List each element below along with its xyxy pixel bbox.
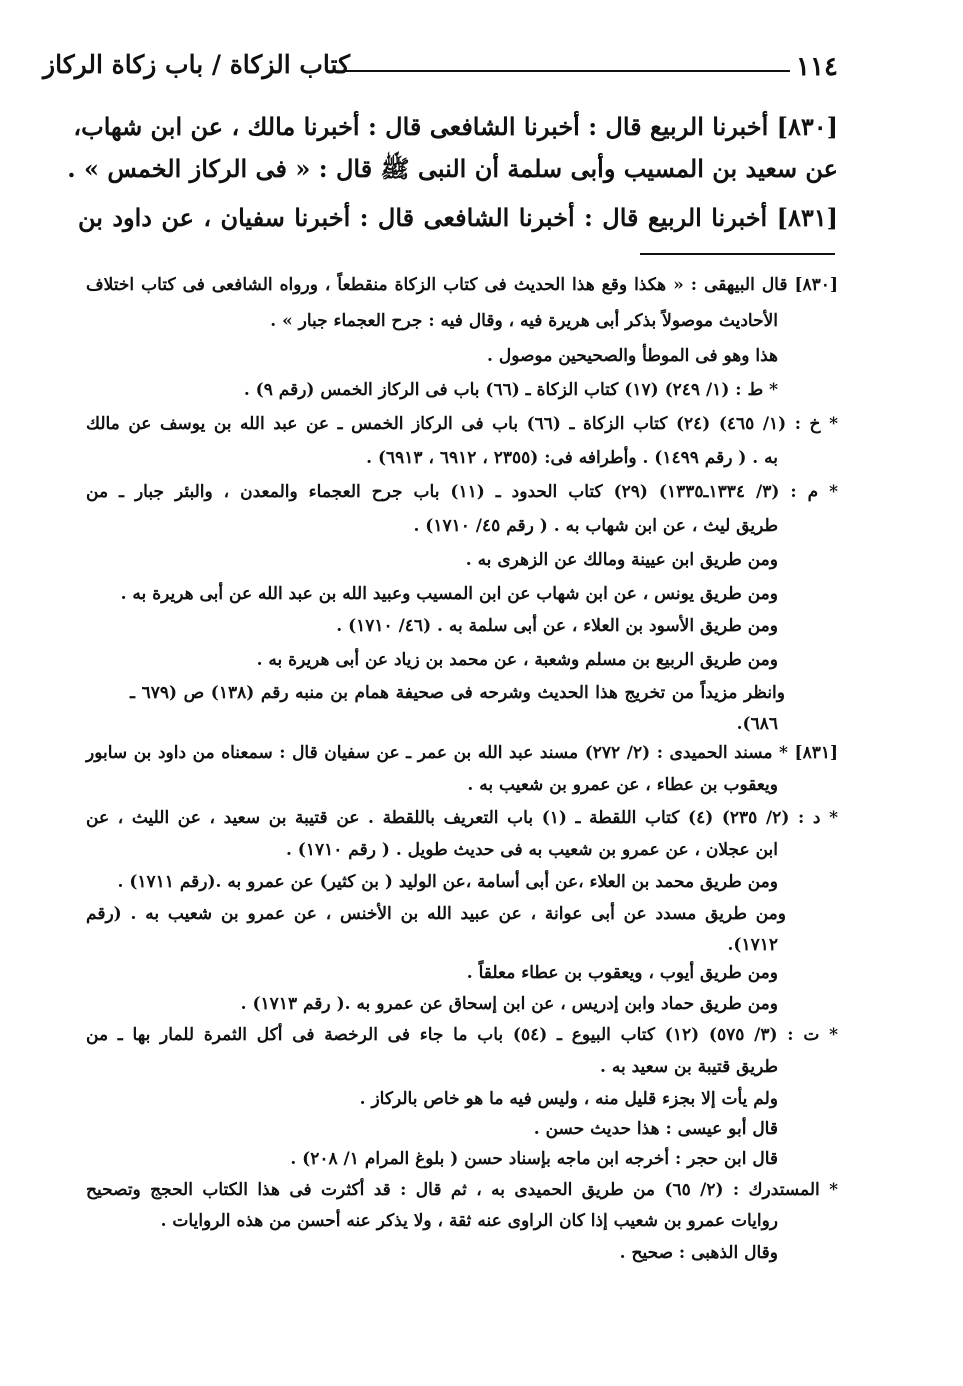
footnote-line: وقال الذهبى : صحيح . [619, 1243, 778, 1263]
footnote-line: هذا وهو فى الموطأ والصحيحين موصول . [487, 346, 778, 366]
footnote-line: ومن طريق حماد وابن إدريس ، عن ابن إسحاق عن عمرو به .( رقم ١٧١٣) . [240, 994, 778, 1014]
footnote-line: ومن طريق مسدد عن أبى عوانة ، عن عبيد الله بن الأخنس ، عن عمرو بن شعيب به . (رقم [86, 904, 786, 924]
header-rule [345, 70, 790, 72]
footnote-line: [٨٣١] * مسند الحميدى : (٢/ ٢٧٢) مسند عبد الله بن عمر ـ عن سفيان قال : سمعناه من داود بن سابور [86, 743, 839, 763]
footnote-line: روايات عمرو بن شعيب إذا كان الراوى عنه ثقة ، ولا يذكر عنه أحسن من هذه الروايات . [160, 1211, 778, 1231]
footnote-line: به . ( رقم ١٤٩٩) . وأطرافه فى: (٢٣٥٥ ، ٦٩١٢ ، ٦٩١٣) . [366, 448, 778, 468]
running-title: كتاب الزكاة / باب زكاة الركاز [43, 50, 350, 79]
footnote-line: ولم يأت إلا بجزء قليل منه ، وليس فيه ما هو خاص بالركاز . [359, 1089, 778, 1109]
footnote-line: ومن طريق الأسود بن العلاء ، عن أبى سلمة به . (٤٦/ ١٧١٠) . [336, 616, 778, 636]
footnote-line: ومن طريق محمد بن العلاء ،عن أبى أسامة ،عن الوليد ( بن كثير) عن عمرو به .(رقم ١٧١١) . [117, 872, 778, 892]
footnote-line: ٦٨٦). [736, 714, 778, 734]
page-number: ١١٤ [796, 52, 838, 82]
footnote-line: * م : (٣/ ١٣٣٤ـ١٣٣٥) (٢٩) كتاب الحدود ـ (١١) باب جرح العجماء والمعدن ، والبئر جبار ـ من [86, 482, 838, 502]
footnote-line: ابن عجلان ، عن عمرو بن شعيب به فى حديث طويل . ( رقم ١٧١٠) . [285, 840, 778, 860]
footnote-line: * المستدرك : (٢/ ٦٥) من طريق الحميدى به ، ثم قال : قد أكثرت فى هذا الكتاب الحجج وتصحيح [86, 1180, 838, 1200]
footnote-line: ومن طريق ابن عيينة ومالك عن الزهرى به . [465, 550, 778, 570]
hadith-830-line-2: عن سعيد بن المسيب وأبى سلمة أن النبى ﷺ قال : « فى الركاز الخمس » . [67, 154, 838, 183]
footnote-line: ١٧١٢). [727, 935, 778, 955]
footnote-line: وانظر مزيداً من تخريج هذا الحديث وشرحه فى صحيفة همام بن منبه رقم (١٣٨) ص (٦٧٩ ـ [130, 683, 785, 703]
footnote-line: * د : (٢/ ٢٣٥) (٤) كتاب اللقطة ـ (١) باب التعريف باللقطة . عن قتيبة بن سعيد ، عن الليث ، عن [86, 808, 838, 828]
footnote-line: ومن طريق يونس ، عن ابن شهاب عن ابن المسيب وعبيد الله بن عبد الله عن أبى هريرة به . [120, 584, 778, 604]
footnote-line: طريق ليث ، عن ابن شهاب به . ( رقم ٤٥/ ١٧١٠) . [413, 516, 778, 536]
footnote-line: الأحاديث موصولاً بذكر أبى هريرة فيه ، وقال فيه : جرح العجماء جبار » . [270, 311, 778, 331]
footnote-line: ويعقوب بن عطاء ، عن عمرو بن شعيب به . [467, 775, 778, 795]
footnote-line: * خ : (١/ ٤٦٥) (٢٤) كتاب الزكاة ـ (٦٦) باب فى الركاز الخمس ـ عن عبد الله بن يوسف عن مالك [86, 414, 838, 434]
hadith-831-line-1: [٨٣١] أخبرنا الربيع قال : أخبرنا الشافعى قال : أخبرنا سفيان ، عن داود بن [78, 203, 838, 232]
hadith-830-line-1: [٨٣٠] أخبرنا الربيع قال : أخبرنا الشافعى قال : أخبرنا مالك ، عن ابن شهاب، [73, 112, 838, 141]
footnote-line: قال أبو عيسى : هذا حديث حسن . [533, 1119, 778, 1139]
footnote-line: [٨٣٠] قال البيهقى : « هكذا وقع هذا الحديث فى كتاب الزكاة منقطعاً ، ورواه الشافعى فى كتاب اختلاف [86, 275, 838, 295]
footnote-line: * ط : (١/ ٢٤٩) (١٧) كتاب الزكاة ـ (٦٦) باب فى الركاز الخمس (رقم ٩) . [243, 380, 778, 400]
footnote-line: ومن طريق أيوب ، ويعقوب بن عطاء معلقاً . [466, 963, 778, 983]
footnote-line: * ت : (٣/ ٥٧٥) (١٢) كتاب البيوع ـ (٥٤) باب ما جاء فى الرخصة فى أكل الثمرة للمار بها ـ من [86, 1025, 838, 1045]
footnote-line: ومن طريق الربيع بن مسلم وشعبة ، عن محمد بن زياد عن أبى هريرة به . [256, 650, 778, 670]
footnote-line: قال ابن حجر : أخرجه ابن ماجه بإسناد حسن ( بلوغ المرام ١/ ٢٠٨) . [290, 1149, 778, 1169]
footnote-line: طريق قتيبة بن سعيد به . [600, 1057, 778, 1077]
footnote-separator [640, 253, 835, 255]
